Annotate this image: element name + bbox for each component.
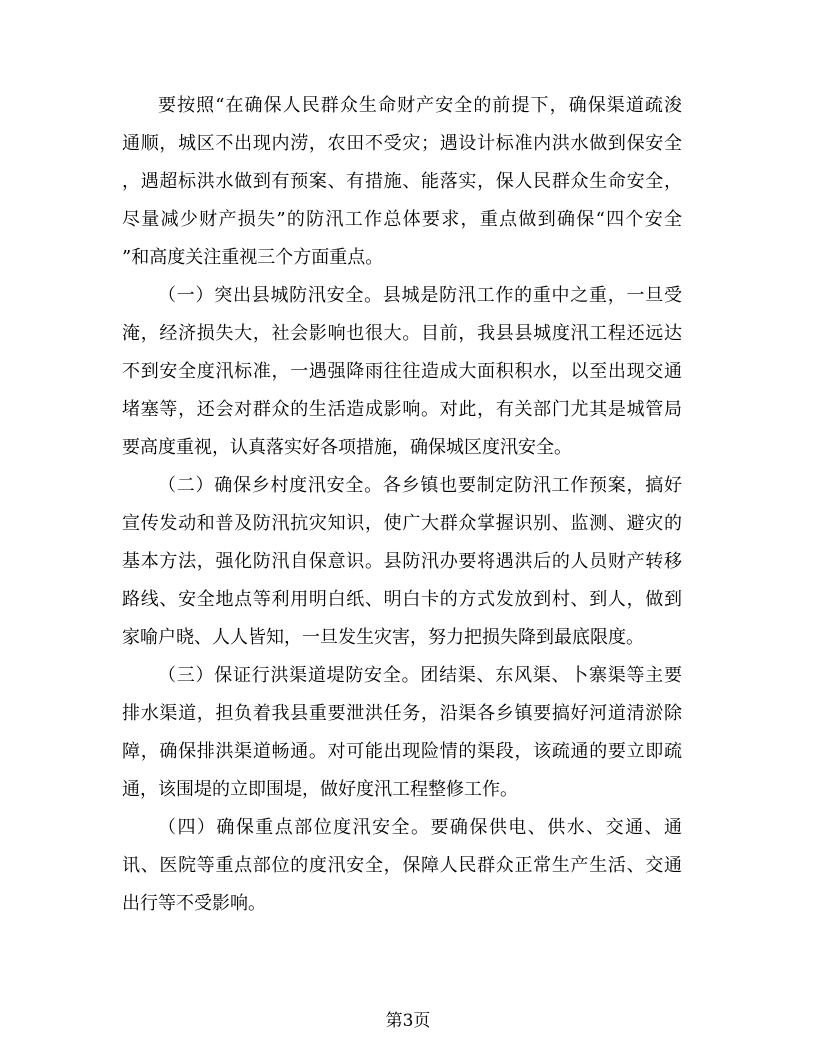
paragraph-key-sites-line-3: 出行等不受影响。 [122, 893, 266, 914]
paragraph-intro-line-5: ”和高度关注重视三个方面重点。 [122, 247, 384, 268]
paragraph-villages-line-5: 家喻户晓、人人皆知，一旦发生灾害，努力把损失降到最底限度。 [122, 627, 644, 648]
page-number: 第3页 [385, 1011, 431, 1031]
paragraph-county-line-4: 堵塞等，还会对群众的生活造成影响。对此，有关部门尤其是城管局 [122, 399, 682, 420]
paragraph-channels-line-4: 通，该围堤的立即围堤，做好度汛工程整修工作。 [122, 779, 518, 800]
paragraph-county-line-3: 不到安全度汛标准，一遇强降雨往往造成大面积积水，以至出现交通 [122, 361, 682, 382]
paragraph-villages-line-4: 路线、安全地点等利用明白纸、明白卡的方式发放到村、到人，做到 [122, 589, 682, 610]
paragraph-villages-line-1: （二）确保乡村度汛安全。各乡镇也要制定防汛工作预案，搞好 [158, 475, 682, 496]
paragraph-key-sites-line-1: （四）确保重点部位度汛安全。要确保供电、供水、交通、通 [158, 817, 682, 838]
paragraph-intro-line-2: 通顺，城区不出现内涝，农田不受灾；遇设计标准内洪水做到保安全 [122, 133, 682, 154]
paragraph-villages-line-3: 基本方法，强化防汛自保意识。县防汛办要将遇洪后的人员财产转移 [122, 551, 682, 572]
paragraph-key-sites-line-2: 讯、医院等重点部位的度汛安全，保障人民群众正常生产生活、交通 [122, 855, 682, 876]
paragraph-county-line-5: 要高度重视，认真落实好各项措施，确保城区度汛安全。 [122, 437, 572, 458]
paragraph-county-line-2: 淹，经济损失大，社会影响也很大。目前，我县县城度汛工程还远达 [122, 323, 682, 344]
paragraph-county-line-1: （一）突出县城防汛安全。县城是防汛工作的重中之重，一旦受 [158, 285, 682, 306]
paragraph-channels-line-2: 排水渠道，担负着我县重要泄洪任务，沿渠各乡镇要搞好河道清淤除 [122, 703, 682, 724]
paragraph-intro-line-4: 尽量减少财产损失”的防汛工作总体要求，重点做到确保“四个安全 [122, 209, 682, 230]
paragraph-intro-line-3: ，遇超标洪水做到有预案、有措施、能落实，保人民群众生命安全， [122, 171, 682, 192]
paragraph-channels-line-3: 障，确保排洪渠道畅通。对可能出现险情的渠段，该疏通的要立即疏 [122, 741, 682, 762]
paragraph-channels-line-1: （三）保证行洪渠道堤防安全。团结渠、东风渠、卜寨渠等主要 [158, 665, 682, 686]
paragraph-intro-line-1: 要按照“在确保人民群众生命财产安全的前提下，确保渠道疏浚 [158, 95, 682, 116]
paragraph-villages-line-2: 宣传发动和普及防汛抗灾知识，使广大群众掌握识别、监测、避灾的 [122, 513, 682, 534]
